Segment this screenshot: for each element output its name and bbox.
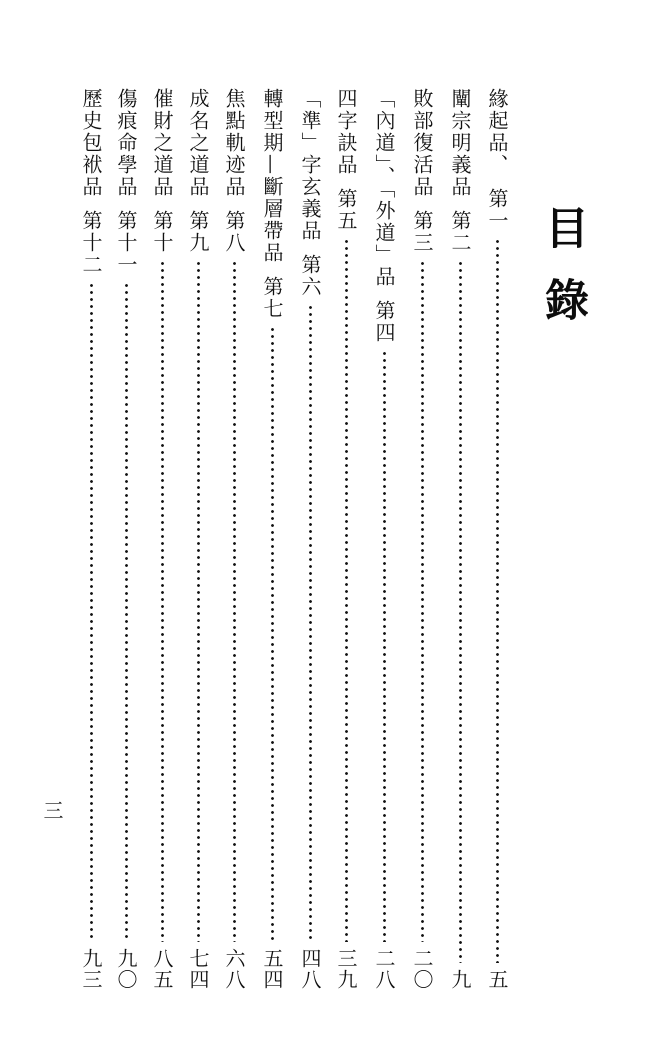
- entry-page: 八五: [150, 948, 174, 990]
- toc-entry-5: [333, 88, 359, 990]
- entry-page: 九: [448, 969, 472, 990]
- toc-entry-2: [447, 88, 473, 990]
- entry-chapter: 第六: [298, 254, 322, 298]
- entry-title: 歷史包袱品: [79, 88, 103, 198]
- toc-entry-11: [113, 88, 139, 990]
- dot-leader: [90, 282, 93, 942]
- entry-title: 催財之道品: [150, 88, 174, 198]
- toc-entry-4: [371, 88, 397, 990]
- dot-leader: [271, 326, 274, 942]
- entry-page: 三九: [334, 948, 358, 990]
- toc-entry-6: [297, 88, 323, 990]
- dot-leader: [197, 260, 200, 942]
- entry-title: 「內道」、「外道」品: [372, 88, 396, 288]
- toc-entry-10: [149, 88, 175, 990]
- entry-page: 二〇: [410, 948, 434, 990]
- entry-page: 五四: [260, 948, 284, 990]
- entry-title: 焦點軌迹品: [222, 88, 246, 198]
- entry-chapter: 第十二: [79, 210, 103, 276]
- page-number: 三: [40, 800, 64, 820]
- dot-leader: [309, 304, 312, 942]
- entry-chapter: 第十: [150, 210, 174, 254]
- entry-title: 轉型期—斷層帶品: [260, 88, 284, 264]
- entry-chapter: 第八: [222, 210, 246, 254]
- entry-title: 傷痕命學品: [114, 88, 138, 198]
- entry-chapter: 第三: [410, 210, 434, 254]
- dot-leader: [383, 350, 386, 942]
- entry-title: 闡宗明義品: [448, 88, 472, 198]
- entry-page: 四八: [298, 948, 322, 990]
- entry-title: 「準」字玄義品: [298, 88, 322, 242]
- toc-heading: 目錄: [537, 205, 588, 349]
- dot-leader: [161, 260, 164, 942]
- entry-page: 九〇: [114, 948, 138, 990]
- dot-leader: [459, 260, 462, 963]
- entry-page: 六八: [222, 948, 246, 990]
- entry-chapter: 第四: [372, 300, 396, 344]
- entry-chapter: 第七: [260, 276, 284, 320]
- entry-chapter: 第二: [448, 210, 472, 254]
- entry-title: 敗部復活品: [410, 88, 434, 198]
- toc-entry-3: [409, 88, 435, 990]
- toc-entry-8: [221, 88, 247, 990]
- dot-leader: [345, 238, 348, 942]
- entry-title: 緣起品、: [485, 88, 509, 176]
- dot-leader: [496, 238, 499, 963]
- dot-leader: [125, 282, 128, 942]
- entry-page: 二八: [372, 948, 396, 990]
- dot-leader: [421, 260, 424, 942]
- toc-entry-7: [259, 88, 285, 990]
- entry-title: 成名之道品: [186, 88, 210, 198]
- dot-leader: [233, 260, 236, 942]
- entry-page: 七四: [186, 948, 210, 990]
- entry-chapter: 第一: [485, 188, 509, 232]
- entry-title: 四字訣品: [334, 88, 358, 176]
- entry-page: 九三: [79, 948, 103, 990]
- entry-chapter: 第九: [186, 210, 210, 254]
- toc-entry-9: [185, 88, 211, 990]
- entry-chapter: 第五: [334, 188, 358, 232]
- toc-entry-1: [484, 88, 510, 990]
- entry-chapter: 第十一: [114, 210, 138, 276]
- entry-page: 五: [485, 969, 509, 990]
- toc-entry-12: [78, 88, 104, 990]
